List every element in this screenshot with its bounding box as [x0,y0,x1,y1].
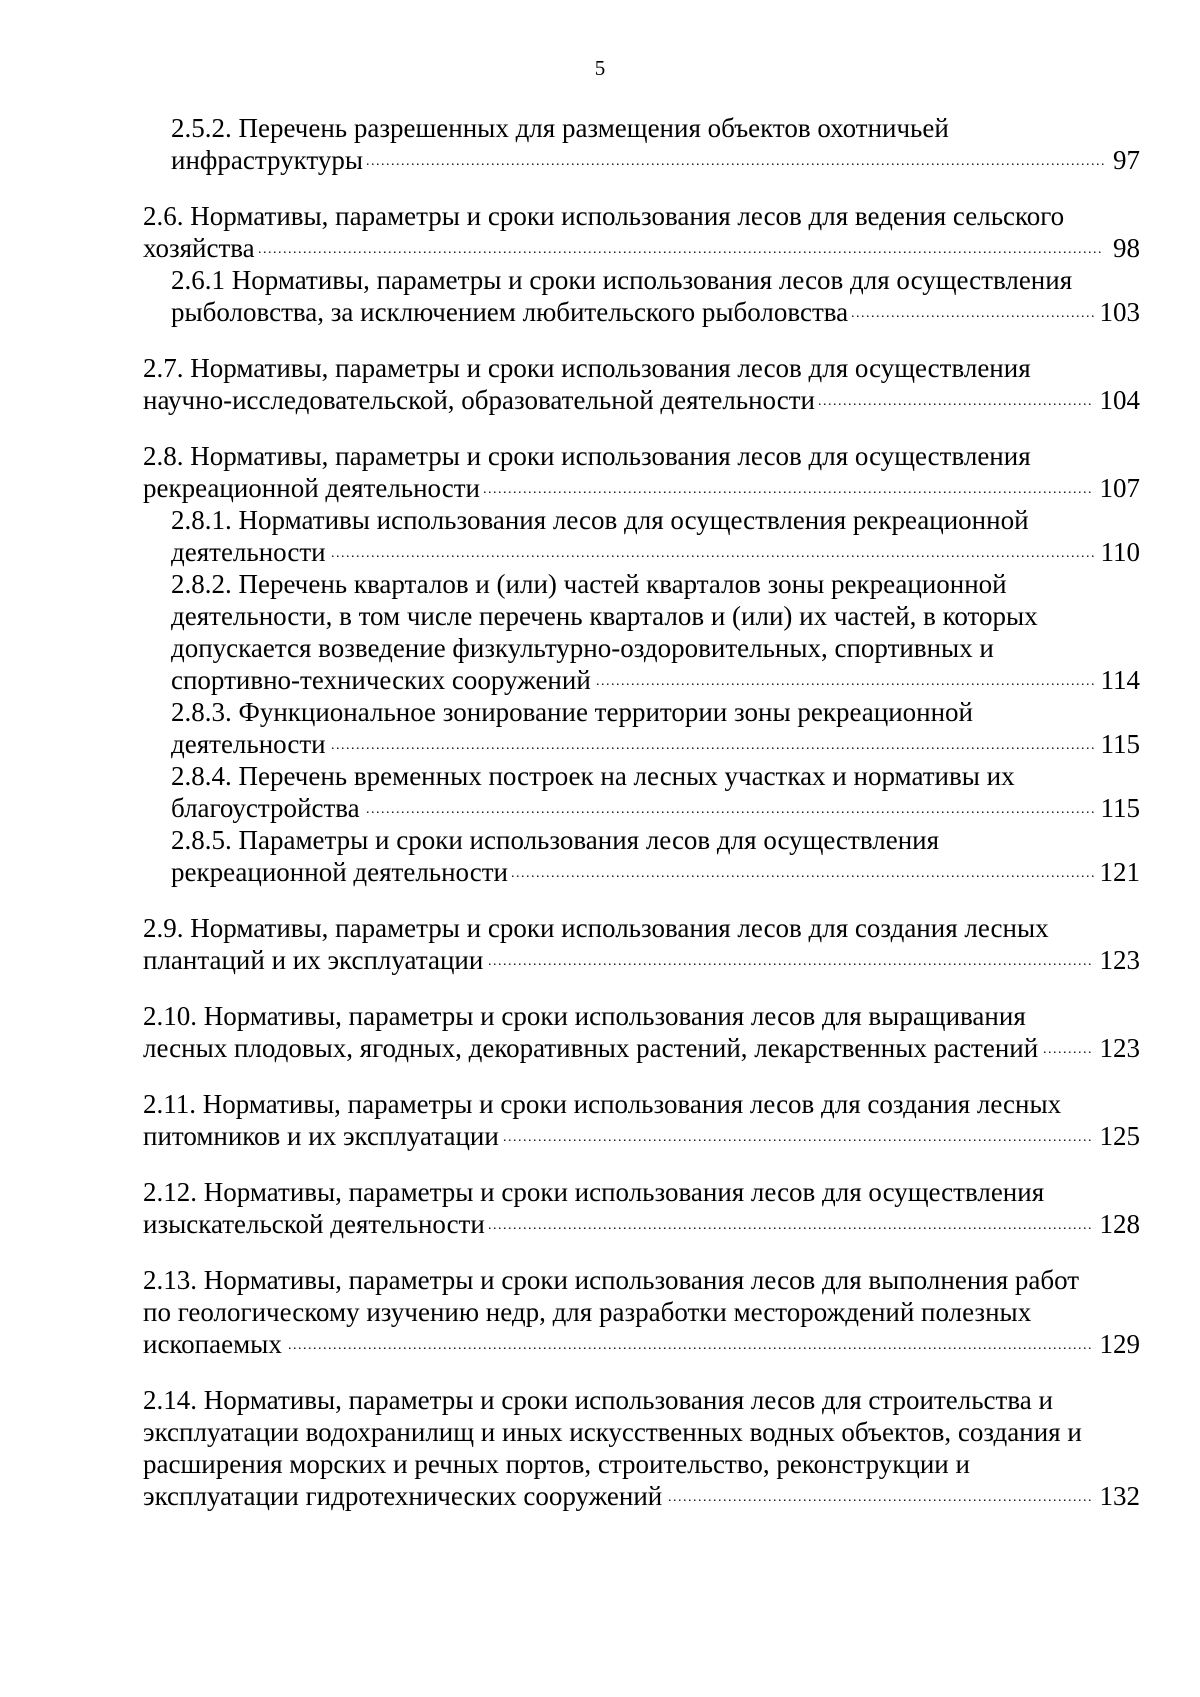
toc-entry-title-container [171,568,1095,696]
toc-entry[interactable] [143,440,1140,504]
toc-entry-title-container [143,912,1094,976]
toc-entry-title-container [143,200,1104,264]
toc-entry-page-number: 97 [1104,144,1140,176]
toc-entry-title: 2.5.2. Перечень разрешенных для размещения объектов охотничьей инфраструктуры [171,113,949,175]
toc-entry-page-number: 104 [1094,384,1141,416]
toc-entry-title: 2.8.1. Нормативы использования лесов для осуществления рекреационной деятельности [171,505,1029,567]
toc-entry-title: 2.8.5. Параметры и сроки использования лесов для осуществления рекреационной деятельности [171,825,940,887]
toc-entry-title-container [143,352,1094,416]
toc-entry-title-container [171,264,1094,328]
toc-entry[interactable] [143,352,1140,416]
toc-entry[interactable] [171,264,1140,328]
toc-entry-title-container [143,1264,1094,1360]
toc-entry-title: 2.8. Нормативы, параметры и сроки использования лесов для осуществления рекреационной деятельности [143,441,1031,503]
toc-entry-page-number: 123 [1094,944,1141,976]
toc-entry-title-container [143,1000,1094,1064]
toc-entry-page-number: 115 [1095,728,1141,760]
toc-entry-page-number: 121 [1094,856,1141,888]
toc-entry[interactable] [143,1264,1140,1360]
toc-entry[interactable] [171,504,1140,568]
toc-entry-title-container [143,440,1094,504]
toc-entry[interactable] [143,1000,1140,1064]
toc-entry-title: 2.6. Нормативы, параметры и сроки использования лесов для ведения сельского хозяйства [143,201,1065,263]
toc-entry-title-container [143,1384,1094,1512]
toc-entry-page-number: 125 [1094,1120,1141,1152]
toc-entry-title: 2.6.1 Нормативы, параметры и сроки использования лесов для осуществления рыболовства, за исключением любительского рыболовства [171,265,1073,327]
toc-entry-page-number: 107 [1094,472,1141,504]
toc-entry[interactable] [171,760,1140,824]
toc-entry[interactable] [143,200,1140,264]
toc-entry-title-container [171,824,1094,888]
toc-entry-title: 2.8.4. Перечень временных построек на лесных участках и нормативы их благоустройства [171,761,1015,823]
toc-entry-title: 2.7. Нормативы, параметры и сроки использования лесов для осуществления научно-исследовательской, образовательной деятельности [143,353,1031,415]
toc-entry[interactable] [171,824,1140,888]
toc-entry-page-number: 110 [1095,536,1141,568]
toc-entry-title-container [143,1176,1094,1240]
toc-entry-title: 2.13. Нормативы, параметры и сроки использования лесов для выполнения работ по геологическому изучению недр, для разработки месторождений полезных ископаемых [143,1265,1080,1359]
toc-entry-title-container [171,112,1104,176]
toc-entry-title: 2.11. Нормативы, параметры и сроки использования лесов для создания лесных питомников и их эксплуатации [143,1089,1062,1151]
toc-entry-title: 2.8.2. Перечень кварталов и (или) частей кварталов зоны рекреационной деятельности, в том числе перечень кварталов и (или) их частей, в которых допускается возведение физкультурно-оздоровительных, спортивных и спортивно-технических сооружений [171,569,1038,695]
toc-entry[interactable] [171,696,1140,760]
toc-entry-page-number: 132 [1094,1480,1141,1512]
toc-entry[interactable] [143,1088,1140,1152]
toc-entry[interactable] [143,1384,1140,1512]
table-of-contents [143,112,1140,1512]
toc-entry-page-number: 103 [1094,296,1141,328]
toc-entry[interactable] [171,112,1140,176]
toc-entry-page-number: 98 [1104,232,1140,264]
toc-entry-page-number: 123 [1094,1032,1141,1064]
toc-entry-title-container [171,760,1095,824]
toc-entry-title-container [171,696,1095,760]
toc-entry-title: 2.9. Нормативы, параметры и сроки использования лесов для создания лесных плантаций и их эксплуатации [143,913,1049,975]
toc-entry[interactable] [143,912,1140,976]
toc-entry[interactable] [143,1176,1140,1240]
toc-entry-title-container [171,504,1095,568]
toc-entry-title-container [143,1088,1094,1152]
toc-entry-page-number: 129 [1094,1328,1141,1360]
toc-entry-page-number: 114 [1095,664,1141,696]
toc-entry-title: 2.12. Нормативы, параметры и сроки использования лесов для осуществления изыскательской деятельности [143,1177,1045,1239]
toc-entry-title: 2.10. Нормативы, параметры и сроки использования лесов для выращивания лесных плодовых, ягодных, декоративных растений, лекарственных растений [143,1001,1042,1063]
toc-entry[interactable] [171,568,1140,696]
toc-entry-page-number: 115 [1095,792,1141,824]
toc-entry-title: 2.8.3. Функциональное зонирование территории зоны рекреационной деятельности [171,697,973,759]
page-number: 5 [594,56,606,80]
toc-entry-page-number: 128 [1094,1208,1141,1240]
toc-entry-title: 2.14. Нормативы, параметры и сроки использования лесов для строительства и эксплуатации водохранилищ и иных искусственных водных объектов, создания и расширения морских и речных портов, строительство, реконструкции и эксплуатации гидротехнических сооружений [143,1385,1082,1511]
